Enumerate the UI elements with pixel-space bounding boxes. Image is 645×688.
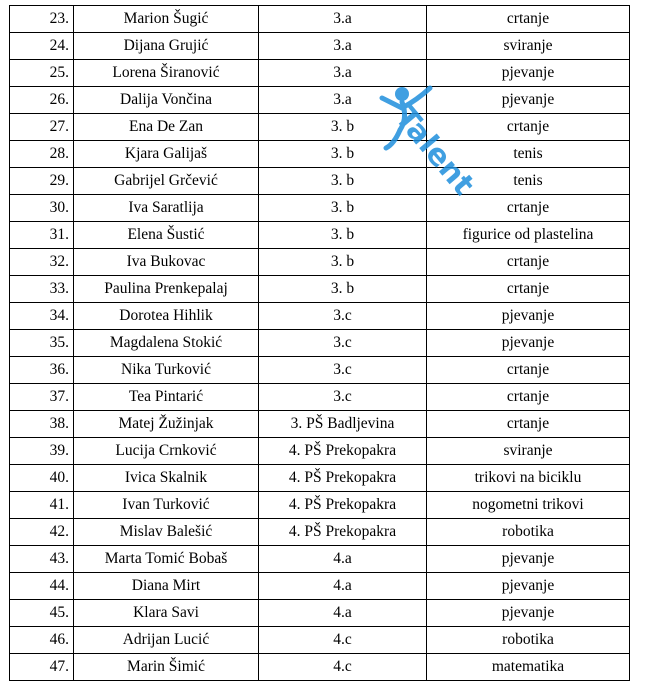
activity-cell: nogometni trikovi xyxy=(427,492,630,519)
class-cell: 4.c xyxy=(259,654,427,681)
row-number-cell: 36. xyxy=(10,357,74,384)
activity-cell: crtanje xyxy=(427,195,630,222)
student-name-cell: Dorotea Hihlik xyxy=(74,303,259,330)
student-name-cell: Dalija Vončina xyxy=(74,87,259,114)
table-row xyxy=(10,519,630,546)
class-cell: 3.c xyxy=(259,384,427,411)
class-cell: 4. PŠ Prekopakra xyxy=(259,438,427,465)
class-cell: 4. PŠ Prekopakra xyxy=(259,492,427,519)
table-row xyxy=(10,384,630,411)
table-row xyxy=(10,33,630,60)
student-name-cell: Gabrijel Grčević xyxy=(74,168,259,195)
student-name-cell: Dijana Grujić xyxy=(74,33,259,60)
student-name-cell: Iva Bukovac xyxy=(74,249,259,276)
class-cell: 4. PŠ Prekopakra xyxy=(259,519,427,546)
class-cell: 3. b xyxy=(259,114,427,141)
row-number-cell: 28. xyxy=(10,141,74,168)
student-name-cell: Kjara Galijaš xyxy=(74,141,259,168)
student-name-cell: Magdalena Stokić xyxy=(74,330,259,357)
table-row xyxy=(10,60,630,87)
activity-cell: pjevanje xyxy=(427,573,630,600)
activity-cell: tenis xyxy=(427,168,630,195)
student-name-cell: Nika Turković xyxy=(74,357,259,384)
activity-cell: crtanje xyxy=(427,411,630,438)
activity-cell: crtanje xyxy=(427,357,630,384)
table-row xyxy=(10,222,630,249)
class-cell: 3. b xyxy=(259,141,427,168)
row-number-cell: 35. xyxy=(10,330,74,357)
activity-cell: robotika xyxy=(427,519,630,546)
student-name-cell: Iva Saratlija xyxy=(74,195,259,222)
class-cell: 3.a xyxy=(259,6,427,33)
table-row xyxy=(10,600,630,627)
row-number-cell: 34. xyxy=(10,303,74,330)
activity-cell: pjevanje xyxy=(427,87,630,114)
activity-cell: pjevanje xyxy=(427,330,630,357)
row-number-cell: 42. xyxy=(10,519,74,546)
table-row xyxy=(10,168,630,195)
row-number-cell: 29. xyxy=(10,168,74,195)
student-name-cell: Ena De Zan xyxy=(74,114,259,141)
class-cell: 3. PŠ Badljevina xyxy=(259,411,427,438)
participants-table-container xyxy=(9,5,630,681)
student-name-cell: Klara Savi xyxy=(74,600,259,627)
activity-cell: sviranje xyxy=(427,438,630,465)
table-row xyxy=(10,438,630,465)
table-row xyxy=(10,627,630,654)
class-cell: 3. b xyxy=(259,222,427,249)
row-number-cell: 47. xyxy=(10,654,74,681)
class-cell: 3.a xyxy=(259,87,427,114)
row-number-cell: 25. xyxy=(10,60,74,87)
student-name-cell: Lucija Crnković xyxy=(74,438,259,465)
table-row xyxy=(10,114,630,141)
student-name-cell: Mislav Balešić xyxy=(74,519,259,546)
table-row xyxy=(10,249,630,276)
student-name-cell: Diana Mirt xyxy=(74,573,259,600)
table-row xyxy=(10,411,630,438)
activity-cell: crtanje xyxy=(427,6,630,33)
activity-cell: crtanje xyxy=(427,276,630,303)
table-row xyxy=(10,276,630,303)
activity-cell: tenis xyxy=(427,141,630,168)
table-row xyxy=(10,195,630,222)
class-cell: 3.c xyxy=(259,357,427,384)
activity-cell: pjevanje xyxy=(427,546,630,573)
table-row xyxy=(10,573,630,600)
student-name-cell: Ivan Turković xyxy=(74,492,259,519)
row-number-cell: 45. xyxy=(10,600,74,627)
class-cell: 3. b xyxy=(259,195,427,222)
class-cell: 4. PŠ Prekopakra xyxy=(259,465,427,492)
student-name-cell: Paulina Prenkepalaj xyxy=(74,276,259,303)
row-number-cell: 41. xyxy=(10,492,74,519)
activity-cell: crtanje xyxy=(427,384,630,411)
class-cell: 3.c xyxy=(259,330,427,357)
logo-text: Talent xyxy=(387,100,482,203)
class-cell: 3. b xyxy=(259,249,427,276)
row-number-cell: 32. xyxy=(10,249,74,276)
participants-table xyxy=(9,5,630,681)
class-cell: 3.a xyxy=(259,33,427,60)
row-number-cell: 24. xyxy=(10,33,74,60)
row-number-cell: 27. xyxy=(10,114,74,141)
student-name-cell: Adrijan Lucić xyxy=(74,627,259,654)
activity-cell: pjevanje xyxy=(427,60,630,87)
activity-cell: figurice od plastelina xyxy=(427,222,630,249)
activity-cell: trikovi na biciklu xyxy=(427,465,630,492)
student-name-cell: Tea Pintarić xyxy=(74,384,259,411)
row-number-cell: 46. xyxy=(10,627,74,654)
row-number-cell: 31. xyxy=(10,222,74,249)
student-name-cell: Lorena Širanović xyxy=(74,60,259,87)
activity-cell: crtanje xyxy=(427,114,630,141)
table-row xyxy=(10,87,630,114)
student-name-cell: Elena Šustić xyxy=(74,222,259,249)
student-name-cell: Marta Tomić Bobaš xyxy=(74,546,259,573)
student-name-cell: Marin Šimić xyxy=(74,654,259,681)
student-name-cell: Marion Šugić xyxy=(74,6,259,33)
table-row xyxy=(10,546,630,573)
class-cell: 3.a xyxy=(259,60,427,87)
class-cell: 3.c xyxy=(259,303,427,330)
activity-cell: robotika xyxy=(427,627,630,654)
student-name-cell: Matej Žužinjak xyxy=(74,411,259,438)
row-number-cell: 40. xyxy=(10,465,74,492)
class-cell: 3. b xyxy=(259,168,427,195)
table-body xyxy=(10,6,630,681)
row-number-cell: 33. xyxy=(10,276,74,303)
table-row xyxy=(10,330,630,357)
class-cell: 4.a xyxy=(259,546,427,573)
table-row xyxy=(10,465,630,492)
row-number-cell: 37. xyxy=(10,384,74,411)
row-number-cell: 38. xyxy=(10,411,74,438)
row-number-cell: 44. xyxy=(10,573,74,600)
table-row xyxy=(10,492,630,519)
table-row xyxy=(10,654,630,681)
row-number-cell: 26. xyxy=(10,87,74,114)
class-cell: 4.c xyxy=(259,627,427,654)
table-row xyxy=(10,303,630,330)
table-row xyxy=(10,357,630,384)
class-cell: 4.a xyxy=(259,573,427,600)
student-name-cell: Ivica Skalnik xyxy=(74,465,259,492)
table-row xyxy=(10,141,630,168)
activity-cell: pjevanje xyxy=(427,303,630,330)
row-number-cell: 39. xyxy=(10,438,74,465)
row-number-cell: 43. xyxy=(10,546,74,573)
activity-cell: matematika xyxy=(427,654,630,681)
activity-cell: crtanje xyxy=(427,249,630,276)
row-number-cell: 30. xyxy=(10,195,74,222)
activity-cell: pjevanje xyxy=(427,600,630,627)
row-number-cell: 23. xyxy=(10,6,74,33)
activity-cell: sviranje xyxy=(427,33,630,60)
table-row xyxy=(10,6,630,33)
class-cell: 3. b xyxy=(259,276,427,303)
class-cell: 4.a xyxy=(259,600,427,627)
